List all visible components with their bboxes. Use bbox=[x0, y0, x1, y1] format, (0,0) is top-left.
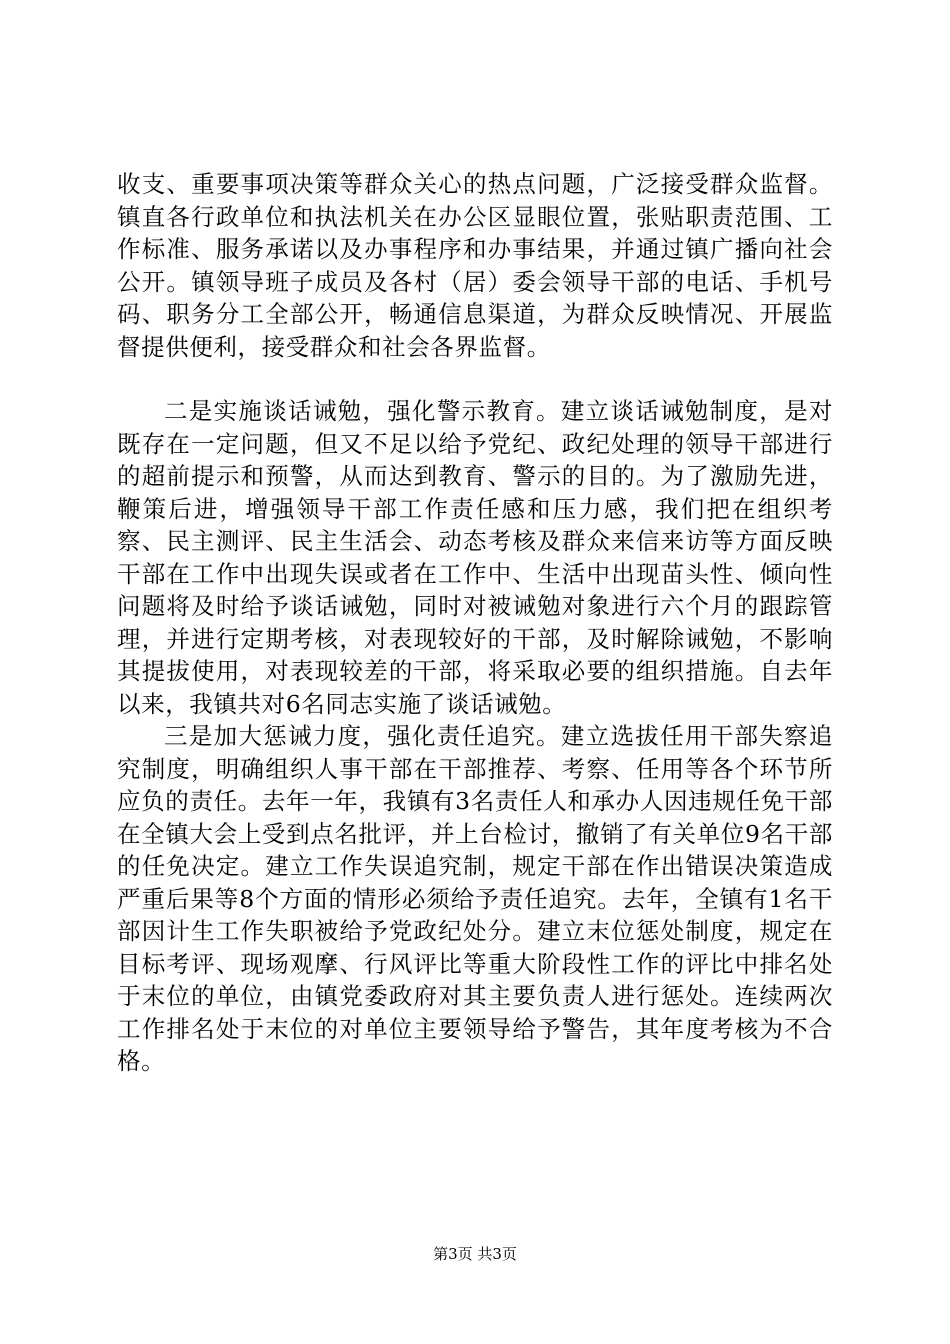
paragraph-talk-admonition: 二是实施谈话诫勉，强化警示教育。建立谈话诫勉制度，是对既存在一定问题，但又不足以给予党纪、政纪处理的领导干部进行的超前提示和预警，从而达到教育、警示的目的。为了激励先进，鞭策后进，增强领导干部工作责任感和压力感，我们把在组织考察、民主测评、民主生活会、动态考核及群众来信来访等方面反映干部在工作中出现失误或者在工作中、生活中出现苗头性、倾向性问题将及时给予谈话诫勉，同时对被诫勉对象进行六个月的跟踪管理，并进行定期考核，对表现较好的干部，及时解除诫勉，不影响其提拔使用，对表现较差的干部，将采取必要的组织措施。自去年以来，我镇共对6名同志实施了谈话诫勉。 bbox=[117, 397, 833, 718]
document-body bbox=[117, 168, 833, 1078]
paragraph-accountability: 三是加大惩诫力度，强化责任追究。建立选拔任用干部失察追究制度，明确组织人事干部在干部推荐、考察、任用等各个环节所应负的责任。去年一年，我镇有3名责任人和承办人因违规任免干部在全镇大会上受到点名批评，并上台检讨，撤销了有关单位9名干部的任免决定。建立工作失误追究制，规定干部在作出错误决策造成严重后果等8个方面的情形必须给予责任追究。去年，全镇有1名干部因计生工作失职被给予党政纪处分。建立末位惩处制度，规定在目标考评、现场观摩、行风评比等重大阶段性工作的评比中排名处于末位的单位，由镇党委政府对其主要负责人进行惩处。连续两次工作排名处于末位的对单位主要领导给予警告，其年度考核为不合格。 bbox=[117, 722, 833, 1075]
page-number-footer: 第3页 共3页 bbox=[433, 1245, 517, 1263]
paragraph-public-disclosure: 收支、重要事项决策等群众关心的热点问题，广泛接受群众监督。镇直各行政单位和执法机关在办公区显眼位置，张贴职责范围、工作标准、服务承诺以及办事程序和办事结果，并通过镇广播向社会公开。镇领导班子成员及各村（居）委会领导干部的电话、手机号码、职务分工全部公开，畅通信息渠道，为群众反映情况、开展监督提供便利，接受群众和社会各界监督。 bbox=[117, 170, 833, 361]
